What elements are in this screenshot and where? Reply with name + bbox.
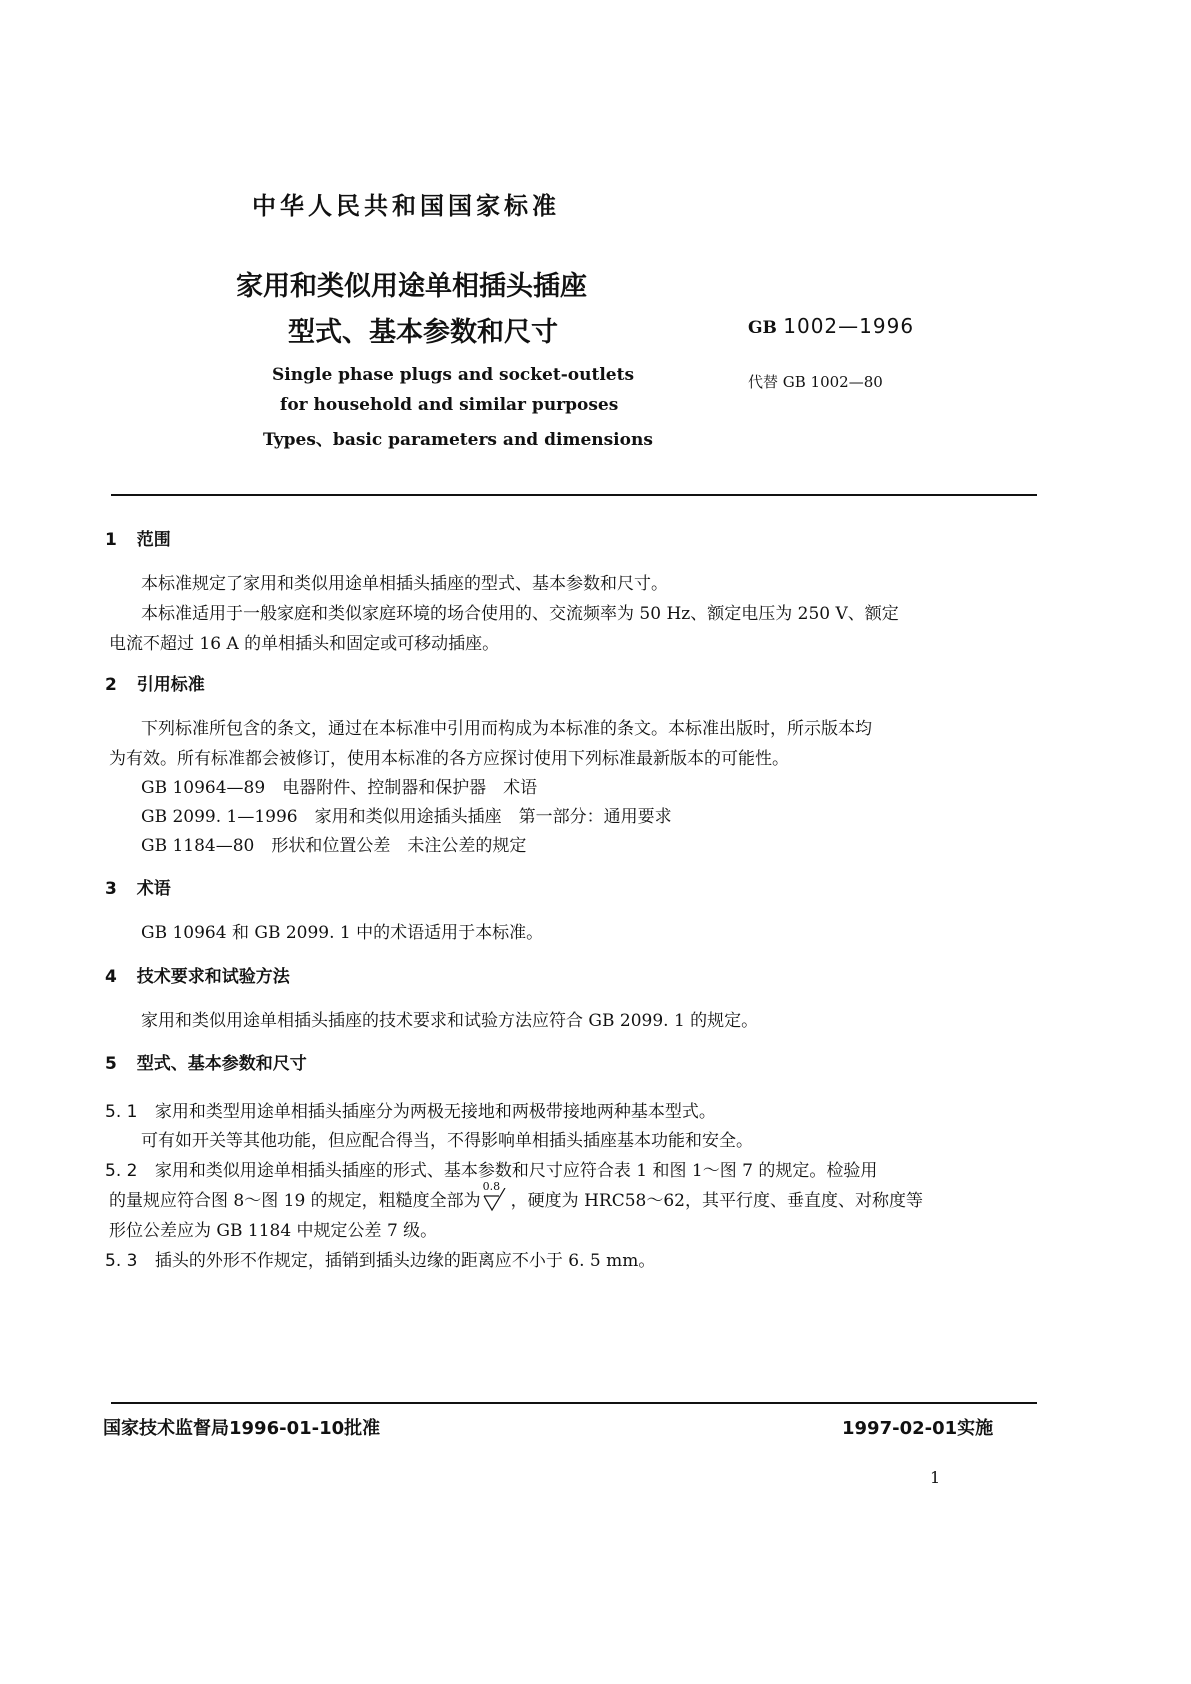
section-2-heading [105,670,205,695]
section-3-title: 术语 [136,879,171,899]
standard-code-prefix: GB [748,318,777,338]
implementation-info: 1997-02-01实施 [842,1418,994,1439]
section-5-title: 型式、基本参数和尺寸 [136,1054,307,1074]
clause-5-1 [105,1097,716,1122]
section-1-heading [105,525,171,550]
page-number: 1 [930,1468,941,1487]
clause-5-1-line1: 家用和类型用途单相插头插座分为两极无接地和两极带接地两种基本型式。 [154,1102,716,1122]
reference-item: GB 1184—80 形状和位置公差 未注公差的规定 [141,836,527,856]
section-4-para: 家用和类似用途单相插头插座的技术要求和试验方法应符合 GB 2099. 1 的规定。 [141,1011,759,1031]
section-4-heading [105,962,290,987]
section-3-heading [105,874,171,899]
clause-5-2-line2-b: ，硬度为 HRC58～62，其平行度、垂直度、对称度等 [510,1191,923,1211]
title-en-line2: for household and similar purposes [280,395,619,415]
roughness-value: 0.8 [482,1180,501,1193]
title-en-line1: Single phase plugs and socket-outlets [272,365,635,385]
header-divider [111,494,1037,496]
section-1-para-2-line1: 本标准适用于一般家庭和类似家庭环境的场合使用的、交流频率为 50 Hz、额定电压为 250 V、额定 [141,604,899,624]
clause-5-1-line2: 可有如开关等其他功能，但应配合得当，不得影响单相插头插座基本功能和安全。 [141,1131,753,1151]
title-en-line3: Types、basic parameters and dimensions [263,430,653,450]
section-2-number: 2 [105,675,117,695]
roughness-check-icon [481,1188,511,1212]
section-2-title: 引用标准 [136,675,205,695]
title-cn-line2: 型式、基本参数和尺寸 [288,317,558,348]
section-5-heading [105,1049,307,1074]
clause-5-1-number: 5. 1 [105,1102,138,1122]
reference-item: GB 10964—89 电器附件、控制器和保护器 术语 [141,778,538,798]
replaces-standard: 代替 GB 1002—80 [748,373,883,391]
clause-5-3-number: 5. 3 [105,1251,138,1271]
standard-code [748,314,914,338]
section-5-number: 5 [105,1054,117,1074]
national-standard-title: 中华人民共和国国家标准 [252,192,560,220]
section-4-title: 技术要求和试验方法 [136,967,290,987]
standard-code-number: 1002—1996 [783,314,915,338]
section-1-para-1: 本标准规定了家用和类似用途单相插头插座的型式、基本参数和尺寸。 [141,574,668,594]
section-2-para-line1: 下列标准所包含的条文，通过在本标准中引用而构成为本标准的条文。本标准出版时，所示版本均 [141,719,872,739]
clause-5-2-line2 [109,1180,923,1212]
footer-divider [111,1402,1037,1404]
clause-5-3-line1: 插头的外形不作规定，插销到插头边缘的距离应不小于 6. 5 mm。 [154,1251,656,1271]
clause-5-2-line3: 形位公差应为 GB 1184 中规定公差 7 级。 [109,1221,438,1241]
clause-5-3 [105,1246,655,1271]
roughness-symbol [481,1180,511,1212]
section-1-title: 范围 [136,530,171,550]
section-2-para-line2: 为有效。所有标准都会被修订，使用本标准的各方应探讨使用下列标准最新版本的可能性。 [109,749,789,769]
section-4-number: 4 [105,967,117,987]
clause-5-2-number: 5. 2 [105,1161,138,1181]
approval-info: 国家技术监督局1996-01-10批准 [103,1418,381,1439]
section-3-para: GB 10964 和 GB 2099. 1 中的术语适用于本标准。 [141,923,544,943]
section-1-number: 1 [105,530,117,550]
reference-item: GB 2099. 1—1996 家用和类似用途插头插座 第一部分：通用要求 [141,807,672,827]
section-3-number: 3 [105,879,117,899]
clause-5-2 [105,1156,877,1181]
clause-5-2-line1: 家用和类似用途单相插头插座的形式、基本参数和尺寸应符合表 1 和图 1～图 7 的规定。检验用 [154,1161,878,1181]
section-1-para-2-line2: 电流不超过 16 A 的单相插头和固定或可移动插座。 [109,634,500,654]
title-cn-line1: 家用和类似用途单相插头插座 [236,271,587,302]
clause-5-2-line2-a: 的量规应符合图 8～图 19 的规定，粗糙度全部为 [109,1191,481,1211]
